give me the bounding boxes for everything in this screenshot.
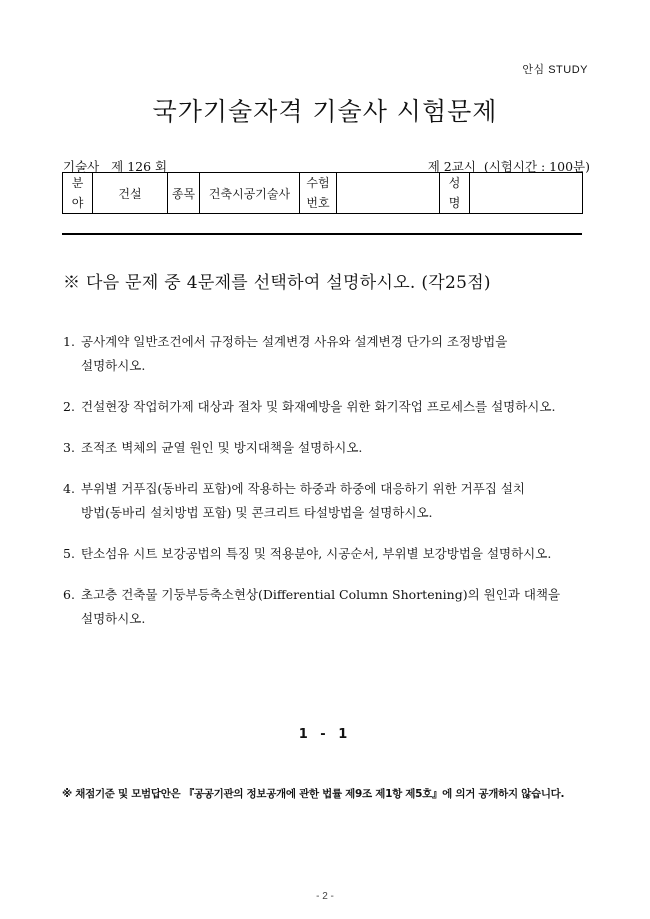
name-field[interactable] (470, 173, 583, 214)
question-number: 5. (63, 546, 75, 561)
question-text: 탄소섬유 시트 보강공법의 특징 및 적용분야, 시공순서, 부위별 보강방법을 설명하시오. (81, 546, 552, 561)
disclosure-notice: ※ 채점기준 및 모범답안은 『공공기관의 정보공개에 관한 법률 제9조 제1항 제5호』에 의거 공개하지 않습니다. (62, 788, 565, 800)
exam-info-table (62, 172, 583, 214)
question-text: 공사계약 일반조건에서 규정하는 설계변경 사유와 설계변경 단가의 조정방법을 (81, 334, 508, 349)
field-value: 건설 (93, 173, 168, 214)
question-number: 6. (63, 587, 75, 602)
question-text-continued: 방법(동바리 설치방법 포함) 및 콘크리트 타설방법을 설명하시오. (81, 505, 433, 520)
question-list (63, 330, 593, 648)
source-label: 안심 STUDY (522, 64, 588, 76)
question-number: 1. (63, 334, 75, 349)
question-item (63, 477, 593, 525)
instruction-text: ※ 다음 문제 중 4문제를 선택하여 설명하시오. (각25점) (63, 273, 491, 293)
question-item (63, 395, 593, 419)
question-item (63, 542, 593, 566)
field-label: 분 야 (63, 173, 93, 214)
question-text: 부위별 거푸집(동바리 포함)에 작용하는 하중과 하중에 대응하기 위한 거푸집 설치 (81, 481, 525, 496)
question-text: 건설현장 작업허가제 대상과 절차 및 화재예방을 위한 화기작업 프로세스를 설명하시오. (81, 399, 556, 414)
exam-session: 제 2교시 (시험시간 : 100분) (427, 159, 590, 174)
category-label: 종목 (168, 173, 200, 214)
exam-number-field[interactable] (337, 173, 440, 214)
question-item (63, 330, 593, 378)
divider (62, 233, 582, 235)
exam-round: 기술사 제 126 회 (63, 159, 168, 174)
question-text: 초고층 건축물 기둥부등축소현상(Differential Column Shortening)의 원인과 대책을 (81, 587, 561, 602)
question-item (63, 436, 593, 460)
question-number: 4. (63, 481, 75, 496)
exam-number-label: 수험 번호 (300, 173, 337, 214)
question-text: 조적조 벽체의 균열 원인 및 방지대책을 설명하시오. (81, 440, 363, 455)
page-title: 국가기술자격 기술사 시험문제 (152, 97, 498, 126)
category-value: 건축시공기술사 (200, 173, 300, 214)
question-text-continued: 설명하시오. (81, 611, 146, 626)
name-label: 성 명 (440, 173, 470, 214)
question-item (63, 583, 593, 631)
question-number: 2. (63, 399, 75, 414)
question-number: 3. (63, 440, 75, 455)
sheet-indicator: 1 - 1 (298, 727, 352, 742)
question-text-continued: 설명하시오. (81, 358, 146, 373)
page-number: - 2 - (316, 891, 334, 902)
